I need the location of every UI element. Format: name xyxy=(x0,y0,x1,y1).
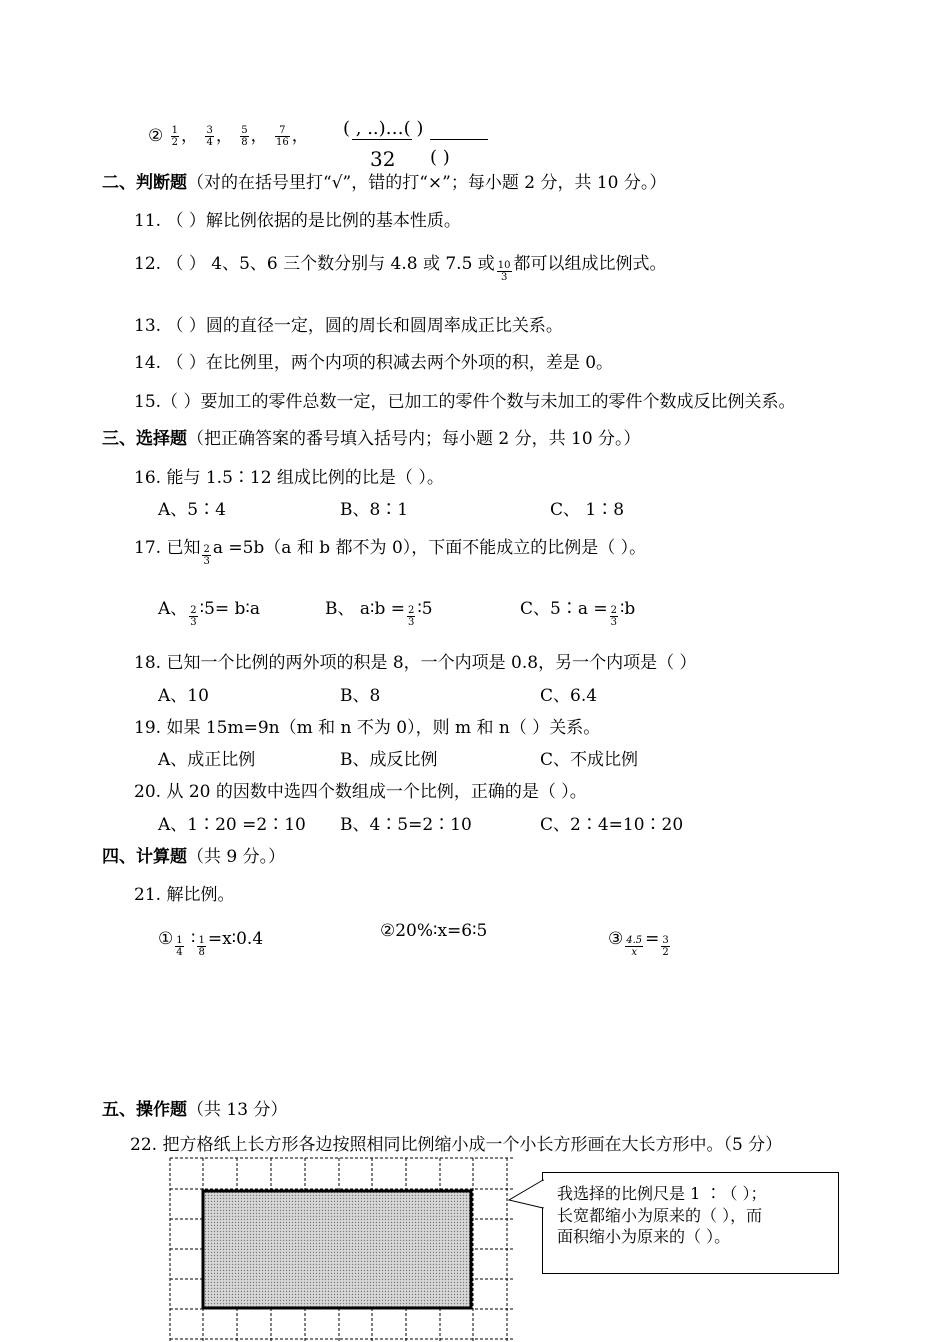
question-13: 13. （ ）圆的直径一定，圆的周长和圆周率成正比关系。 xyxy=(134,316,563,336)
q19-option-b: B、成反比例 xyxy=(340,750,438,770)
q20-option-a: A、1∶20 =2∶10 xyxy=(158,815,306,835)
question-15: 15.（ ）要加工的零件总数一定，已加工的零件个数与未加工的零件个数成反比例关系。 xyxy=(134,392,796,412)
question-16: 16. 能与 1.5∶12 组成比例的比是（ ）。 xyxy=(134,468,444,488)
q18-option-b: B、8 xyxy=(340,686,381,706)
q16-option-b: B、8∶1 xyxy=(340,500,409,520)
grid-paper xyxy=(165,1155,520,1342)
sequence-blank-bottom: ( ) xyxy=(430,147,450,168)
question-14: 14. （ ）在比例里，两个内项的积减去两个外项的积，差是 0。 xyxy=(134,353,614,373)
question-21: 21. 解比例。 xyxy=(134,885,235,905)
q16-option-a: A、5∶4 xyxy=(158,500,226,520)
q17-option-b: B、 a∶b = $\frac{2}{3}$ ∶5 xyxy=(325,599,433,628)
sequence-blank-denominator: 32 xyxy=(370,147,396,171)
callout-line-1: 我选择的比例尺是 1 ∶（ ）； xyxy=(557,1184,767,1203)
section-2-title: 二、判断题（对的在括号里打“√”，错的打“×”；每小题 2 分，共 10 分。） xyxy=(102,173,667,193)
question-19: 19. 如果 15m=9n（m 和 n 不为 0），则 m 和 n（ ）关系。 xyxy=(134,718,601,738)
q17-option-c: C、5∶a = $\frac{2}{3}$ ∶b xyxy=(520,599,636,628)
q20-option-c: C、2∶4=10∶20 xyxy=(540,815,684,835)
sequence-line: ② $\frac{1}{2}$ ， $\frac{3}{4}$ ， $\frac{5}{8}$ ， $\frac{7}{16}$ ， xyxy=(148,125,309,148)
q20-option-b: B、4∶5=2∶10 xyxy=(340,815,472,835)
question-20: 20. 从 20 的因数中选四个数组成一个比例，正确的是（ ）。 xyxy=(134,782,587,802)
equation-3: ③ $\frac{4.5}{x}$ = $\frac{3}{2}$ xyxy=(608,929,669,958)
q19-option-a: A、成正比例 xyxy=(158,750,256,770)
q19-option-c: C、不成比例 xyxy=(540,750,639,770)
question-11: 11. （ ）解比例依据的是比例的基本性质。 xyxy=(134,211,461,231)
equation-2: ②20%∶x=6∶5 xyxy=(380,921,488,941)
fraction-bar xyxy=(352,139,412,140)
section-3-title: 三、选择题（把正确答案的番号填入括号内；每小题 2 分，共 10 分。） xyxy=(102,429,641,449)
sequence-blank-top: ( , ..)…( ) xyxy=(343,118,424,139)
section-4-title: 四、计算题（共 9 分。） xyxy=(102,847,286,867)
fraction: $\frac{5}{8}$ xyxy=(241,125,248,148)
fraction-bar xyxy=(430,139,488,140)
question-18: 18. 已知一个比例的两外项的积是 8，一个内项是 0.8，另一个内项是（ ） xyxy=(134,653,697,673)
question-12: 12. （ ） 4、5、6 三个数分别与 4.8 或 7.5 或 $\frac{10}{3}$ 都可以组成比例式。 xyxy=(134,254,667,283)
fraction: $\frac{1}{2}$ xyxy=(171,125,179,148)
callout-line-3: 面积缩小为原来的（ ）。 xyxy=(557,1227,731,1246)
question-17: 17. 已知 $\frac{2}{3}$ a =5b（a 和 b 都不为 0），下面不能成立的比例是（ ）。 xyxy=(134,538,647,567)
section-5-title: 五、操作题（共 13 分） xyxy=(102,1100,288,1120)
q16-option-c: C、 1∶8 xyxy=(550,500,625,520)
fraction: $\frac{3}{4}$ xyxy=(206,125,213,148)
question-22: 22. 把方格纸上长方形各边按照相同比例缩小成一个小长方形画在大长方形中。（5 分） xyxy=(130,1135,783,1155)
q17-option-a: A、 $\frac{2}{3}$ ∶5= b∶a xyxy=(158,599,260,628)
callout-line-2: 长宽都缩小为原来的（ ），而 xyxy=(557,1206,763,1225)
q18-option-c: C、6.4 xyxy=(540,686,598,706)
q18-option-a: A、10 xyxy=(158,686,209,706)
fraction: $\frac{7}{16}$ xyxy=(276,125,289,148)
large-rectangle xyxy=(203,1191,471,1308)
answer-callout-box xyxy=(542,1172,839,1274)
callout-pointer xyxy=(505,1178,545,1218)
equation-1: ① $\frac{1}{4}$ ∶ $\frac{1}{8}$ =x∶0.4 xyxy=(158,929,264,958)
circle-number-2: ② xyxy=(148,126,164,146)
